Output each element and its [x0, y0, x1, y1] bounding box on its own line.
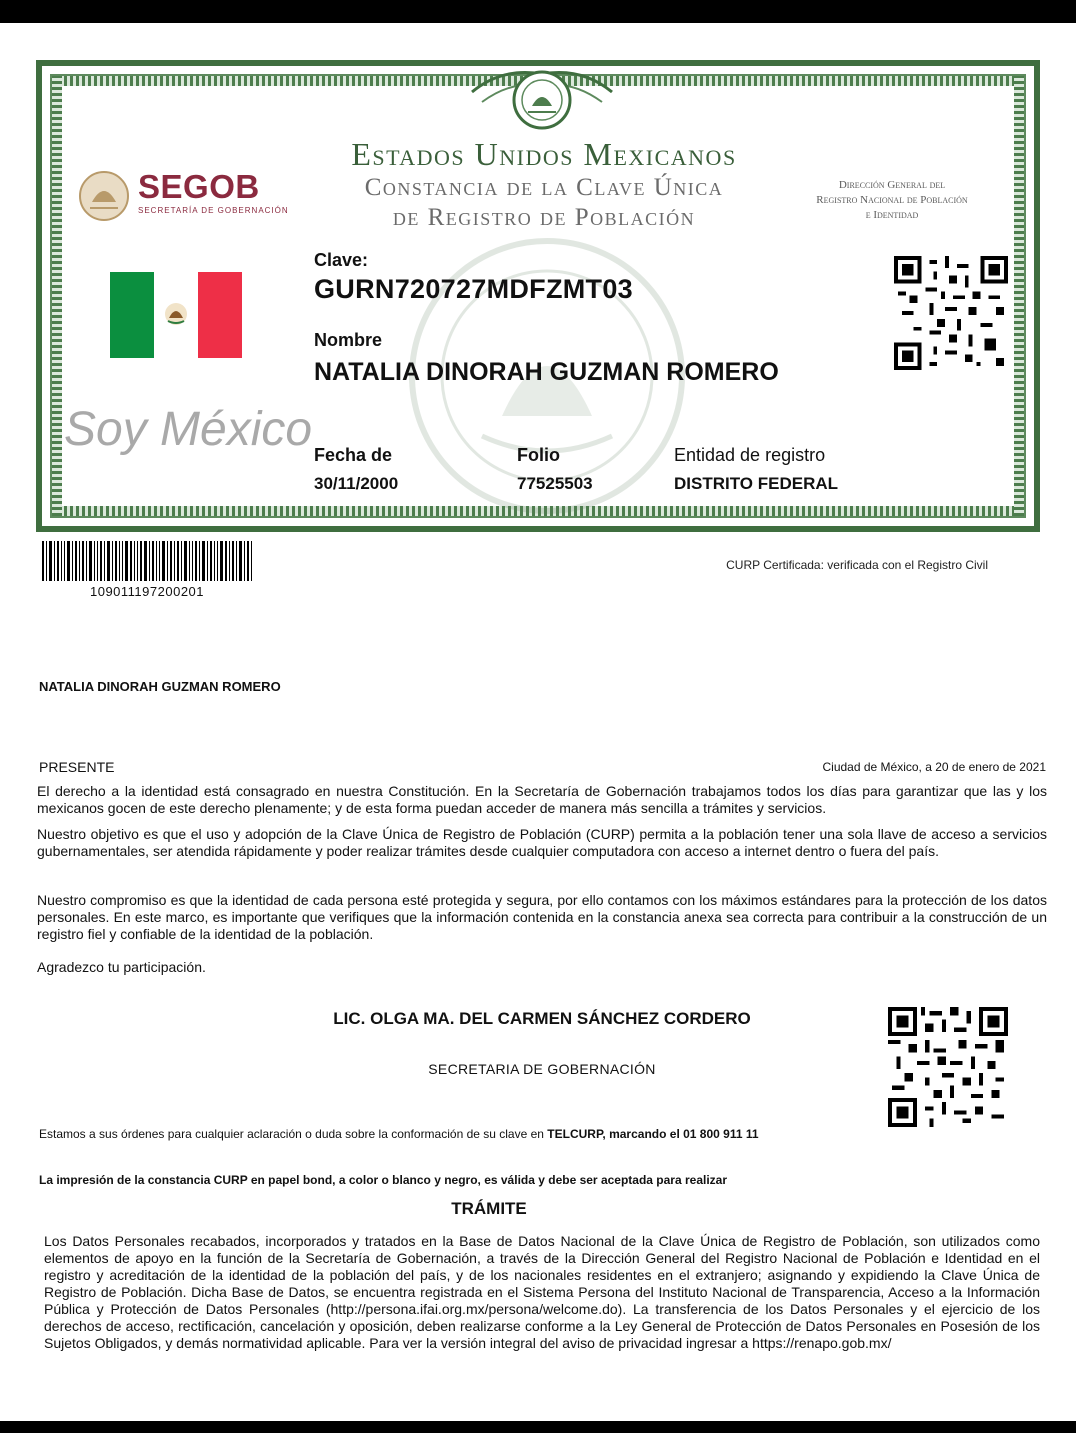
qr-code-icon [894, 256, 1008, 370]
clave-value: GURN720727MDFZMT03 [314, 274, 633, 304]
telcurp-phone: TELCURP, marcando el 01 800 911 11 [547, 1127, 759, 1141]
card-border-pattern-left [52, 76, 62, 516]
title-constancia: Constancia de la Clave Única [364, 174, 724, 201]
direccion-general-text: Dirección General del Registro Nacional de Población e Identidad [816, 179, 968, 221]
soy-mexico-logo-text: Soy México [64, 403, 313, 456]
segob-subtitle: SECRETARÍA DE GOBERNACIÓN [138, 206, 289, 215]
letter-paragraph-4: Agradezco tu participación. [37, 959, 206, 975]
letter-paragraph-3: Nuestro compromiso es que la identidad de cada persona esté protegida y segura, por ello contamos con los máximos estándares para la protección de los datos personales. En este marco, es importante que verifiques que la información contenida en la constancia anexa sea correcta para contribuir a la construcción de un registro fiel y confiable de la identidad de la población. [37, 892, 1047, 942]
segob-logo-text: SEGOB [138, 168, 260, 205]
barcode-icon [42, 541, 252, 581]
curp-certificate-card [36, 60, 1040, 532]
place-date: Ciudad de México, a 20 de enero de 2021 [822, 760, 1046, 774]
bottom-black-bar [0, 1421, 1076, 1433]
clave-label: Clave: [314, 250, 369, 270]
aclaracion-text: Estamos a sus órdenes para cualquier aclaración o duda sobre la conformación de su clave en TELCURP, marcando el 01 800 911 11 [39, 1127, 759, 1141]
letter-paragraph-2: Nuestro objetivo es que el uso y adopción de la Clave Única de Registro de Población (CURP) permita a la población tener una sola llave de acceso a servicios gubernamentales, ser atendida rápidamente y poder realizar trámites desde cualquier computadora con acceso a internet dentro o fuera del país. [37, 826, 1047, 859]
nombre-value: NATALIA DINORAH GUZMAN ROMERO [314, 358, 779, 386]
fecha-value: 30/11/2000 [314, 474, 399, 493]
mexican-flag-icon [110, 272, 242, 358]
top-black-bar [0, 0, 1076, 23]
folio-label: Folio [517, 445, 560, 465]
signature-qr-code-icon [888, 1007, 1008, 1127]
entidad-label: Entidad de registro [674, 445, 826, 465]
signer-name: LIC. OLGA MA. DEL CARMEN SÁNCHEZ CORDERO [333, 1009, 751, 1028]
fecha-label: Fecha de [314, 445, 393, 465]
national-seal-crest-icon [462, 62, 622, 136]
impresion-validity-note: La impresión de la constancia CURP en papel bond, a color o blanco y negro, es válida y debe ser aceptada para realizar [39, 1173, 728, 1187]
flag-eagle-emblem-icon [162, 300, 190, 328]
title-estados-unidos-mexicanos: Estados Unidos Mexicanos [351, 136, 737, 172]
card-border-pattern-right [1014, 76, 1024, 516]
barcode-number: 109011197200201 [89, 584, 205, 599]
entidad-value: DISTRITO FEDERAL [674, 474, 839, 493]
segob-eagle-logo-icon [78, 170, 130, 222]
addressee-name: NATALIA DINORAH GUZMAN ROMERO [39, 679, 281, 694]
curp-certificada-note: CURP Certificada: verificada con el Registro Civil [726, 558, 988, 572]
signer-position: SECRETARIA DE GOBERNACIÓN [428, 1061, 656, 1077]
letter-paragraph-1: El derecho a la identidad está consagrado en nuestra Constitución. En la Secretaría de Gobernación trabajamos todos los días para garantizar que las y los mexicanos gocen de este derecho plenamente; y de esta forma puedan acceder de manera más sencilla a trámites y servicios. [37, 783, 1047, 816]
presente-label: PRESENTE [39, 759, 115, 775]
title-registro-poblacion: de Registro de Población [392, 204, 696, 231]
tramite-heading: TRÁMITE [451, 1199, 527, 1218]
folio-value: 77525503 [517, 474, 593, 493]
nombre-label: Nombre [314, 330, 383, 350]
privacy-notice: Los Datos Personales recabados, incorporados y tratados en la Base de Datos Nacional de la Clave Única de Registro de Población, son utilizados como elementos de apoyo en la función de la Secretaría de Gobernación, a través de la Dirección General del Registro Nacional de Población e Identidad en el registro y acreditación de la identidad de la población del país, y de los nacionales residentes en el extranjero; asignando y expidiendo la Clave Única de Registro de Población. Dicha Base de Datos, se encuentra registrada en el Sistema Persona del Instituto Nacional de Transparencia, Acceso a la Información Pública y Protección de Datos Personales (http://persona.ifai.org.mx/persona/welcome.do). La transferencia de los Datos Personales y el ejercicio de los derechos de acceso, rectificación, cancelación y oposición, deben realizarse conforme a la Ley General de Protección de Datos Personales en Posesión de los Sujetos Obligados, y demás normatividad aplicable. Para ver la versión integral del aviso de privacidad ingresar a https://renapo.gob.mx/ [44, 1233, 1040, 1351]
